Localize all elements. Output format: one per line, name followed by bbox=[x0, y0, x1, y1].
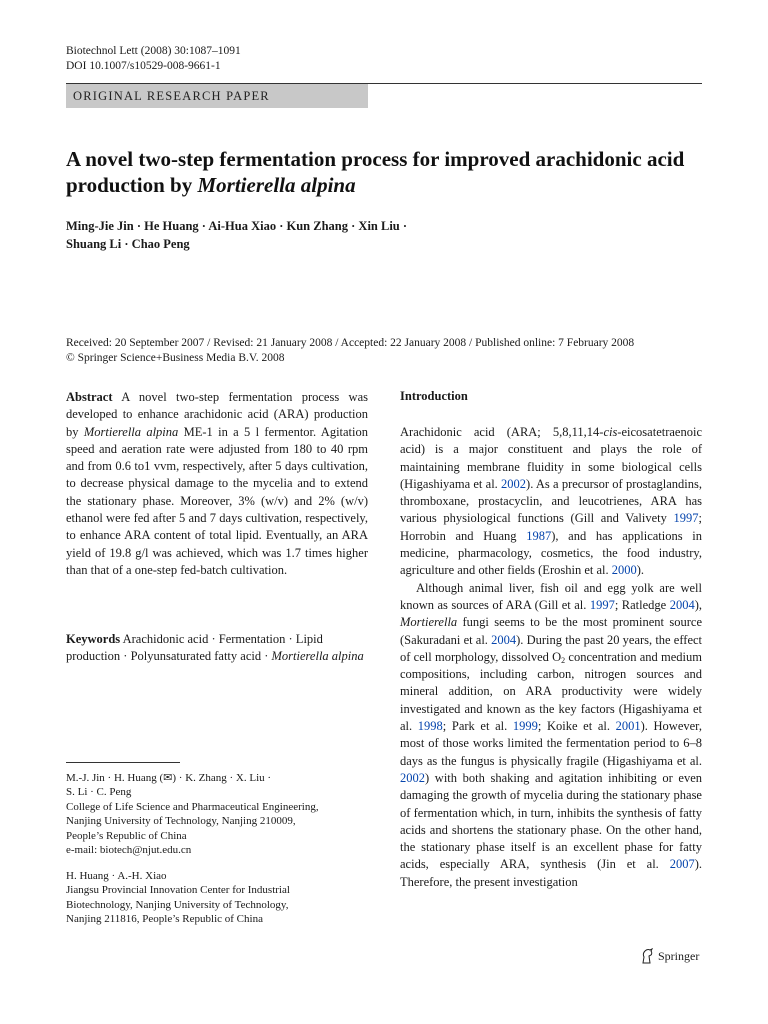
publisher-name: Springer bbox=[658, 949, 700, 963]
introduction-body bbox=[400, 424, 702, 891]
title-species: Mortierella alpina bbox=[197, 173, 356, 197]
affiliation-2 bbox=[66, 869, 368, 927]
aff2-authors: H. Huang · A.-H. Xiao bbox=[66, 870, 167, 882]
keywords-label: Keywords bbox=[66, 632, 121, 646]
paper-title bbox=[66, 146, 706, 198]
author-line-1: Ming-Jie Jin · He Huang · Ai-Hua Xiao · Kun Zhang · Xin Liu · bbox=[66, 219, 408, 233]
keywords-species: Mortierella alpina bbox=[271, 649, 364, 664]
citation-link[interactable]: 2000 bbox=[611, 563, 637, 578]
abstract-text-cont: ME-1 in a 5 l fermentor. Agitation speed and aeration rate were adjusted from 180 to 40 rpm and from 0.6 to1 vvm, respectively, after 5 days cultivation, to decrease physical damage to the mycelia and to extend the stationary phase. Moreover, 3% (w/v) and 2% (w/v) ethanol were fed after 5 and 7 days cultivation, respectively, to enhance ARA content of total lipid. Eventually, an ARA yield of 19.8 g/l was achieved, which was 1.7 times higher than that of a one-step fed-batch cultivation. bbox=[66, 424, 369, 577]
aff2-institution-cont: Biotechnology, Nanjing University of Technology, bbox=[66, 898, 289, 911]
dates-line: Received: 20 September 2007 / Revised: 21 January 2008 / Accepted: 22 January 2008 / Published online: 7 February 2008 bbox=[66, 337, 635, 349]
abstract-text: A novel two-step fermentation process was developed to enhance arachidonic acid (ARA) production by bbox=[66, 390, 368, 439]
abstract-species: Mortierella alpina bbox=[83, 424, 179, 439]
intro-paragraph-2: Although animal liver, fish oil and egg yolk are well known as sources of ARA (Gill et al. 1997; Ratledge 2004), Mortierella fungi seems to be the most prominent source (Sakuradani et al. 2004). During the past 20 years, the effect of cell morphology, dissolved $O_2$ concentration and medium compositions, including carbon, nitrogen sources and mineral addition, on ARA productivity were widely investigated and known as the key factors (Higashiyama et al. 1998; Park et al. 1999; Koike et al. 2001). However, most of those works limited the fermentation period to 6–8 days as the fungus is physically fragile (Higashiyama et al. 2002) with both shaking and agitation inhibiting or even damaging the growth of mycelia during the stationary phase of fermentation which, in turn, inhibits the synthesis of fatty acids and shortens the stationary phase. On the other hand, the stationary phase itself is an excellent phase for fatty acids, especially ARA, synthesis (Jin et al. 2007). Therefore, the present investigation bbox=[400, 580, 703, 889]
aff2-institution: Jiangsu Provincial Innovation Center for Industrial bbox=[66, 884, 290, 897]
doi: DOI 10.1007/s10529-008-9661-1 bbox=[66, 60, 221, 72]
article-type-badge: ORIGINAL RESEARCH PAPER bbox=[66, 84, 368, 108]
citation-link[interactable]: 2001 bbox=[615, 719, 641, 734]
introduction-heading: Introduction bbox=[400, 389, 468, 403]
citation-link[interactable]: 2002 bbox=[501, 476, 527, 491]
aff1-email: e-mail: biotech@njut.edu.cn bbox=[66, 844, 192, 857]
keywords bbox=[66, 631, 368, 666]
author-line-2: Shuang Li · Chao Peng bbox=[66, 237, 190, 251]
citation-link[interactable]: 2004 bbox=[491, 632, 517, 647]
intro-paragraph-1: Arachidonic acid (ARA; 5,8,11,14-cis-eicosatetraenoic acid) is a major constituent and plays the role of maintaining membrane fluidity in some biological cells (Higashiyama et al. 2002). As a precursor of prostaglandins, thromboxane, prostacyclin, and leucotrienes, ARA has various physiological functions (Gill and Valivety 1997; Horrobin and Huang 1987), and has applications in medicine, pharmacology, cosmetics, the food industry, agriculture and other fields (Eroshin et al. 2000). bbox=[400, 425, 702, 578]
aff1-institution: College of Life Science and Pharmaceutical Engineering, bbox=[66, 800, 319, 813]
author-list bbox=[66, 217, 686, 253]
citation-link[interactable]: 2002 bbox=[400, 770, 425, 785]
springer-horse-icon bbox=[640, 948, 654, 964]
publication-dates bbox=[66, 336, 706, 365]
title-main: A novel two-step fermentation process for improved arachidonic acid production by bbox=[66, 147, 685, 197]
citation-link[interactable]: 2004 bbox=[669, 597, 695, 612]
abstract bbox=[66, 389, 368, 579]
citation-link[interactable]: 1999 bbox=[512, 719, 538, 734]
affiliation-rule bbox=[66, 762, 180, 763]
aff1-country: People’s Republic of China bbox=[66, 829, 187, 842]
citation-link[interactable]: 1997 bbox=[673, 511, 699, 526]
copyright-line: © Springer Science+Business Media B.V. 2008 bbox=[66, 351, 285, 364]
citation-link[interactable]: 1987 bbox=[526, 528, 552, 543]
keywords-text: Arachidonic acid · Fermentation · Lipid production · Polyunsaturated fatty acid · bbox=[66, 632, 323, 664]
aff1-address: Nanjing University of Technology, Nanjing 210009, bbox=[66, 815, 296, 828]
citation-link[interactable]: 1998 bbox=[417, 719, 443, 734]
aff1-authors-cont: S. Li · C. Peng bbox=[66, 786, 132, 799]
publisher-logo bbox=[640, 948, 699, 964]
journal-citation: Biotechnol Lett (2008) 30:1087–1091 bbox=[66, 45, 241, 57]
aff1-authors: M.-J. Jin · H. Huang (✉) · K. Zhang · X. Liu · bbox=[66, 772, 272, 784]
citation-link[interactable]: 2007 bbox=[669, 857, 695, 872]
abstract-label: Abstract bbox=[66, 390, 113, 404]
affiliation-1 bbox=[66, 771, 368, 857]
citation-link[interactable]: 1997 bbox=[589, 597, 615, 612]
aff2-address: Nanjing 211816, People’s Republic of China bbox=[66, 913, 263, 926]
